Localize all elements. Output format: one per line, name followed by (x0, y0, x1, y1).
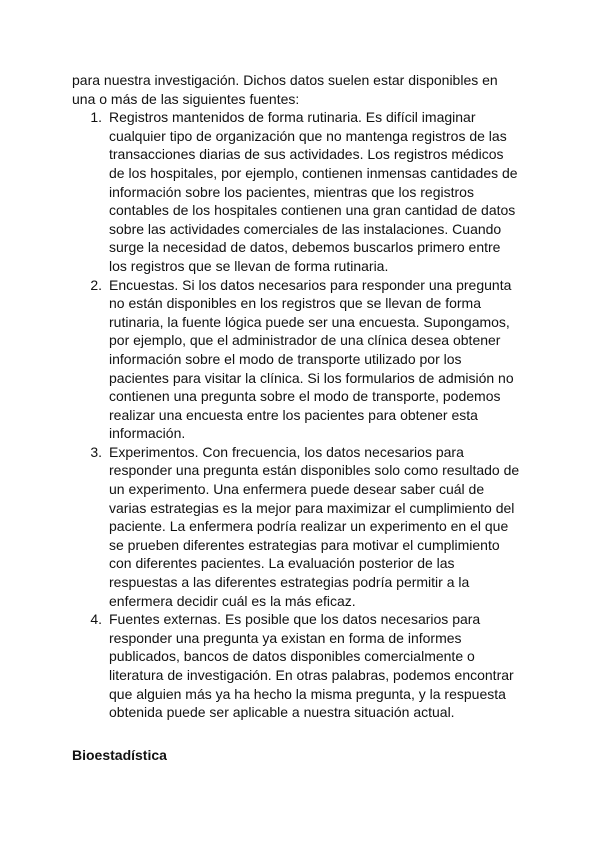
data-sources-list (72, 108, 520, 722)
list-item-text: Registros mantenidos de forma rutinaria. Es difícil imaginar cualquier tipo de organización que no mantenga registros de las transacciones diarias de sus actividades. Los registros médicos de los hospitales, por ejemplo, contienen inmensas cantidades de información sobre los pacientes, mientras que los registros contables de los hospitales contienen una gran cantidad de datos sobre las actividades comerciales de las instalaciones. Cuando surge la necesidad de datos, debemos buscarlos primero entre los registros que se llevan de forma rutinaria. (109, 109, 518, 274)
list-item-number: 3. (90, 443, 102, 460)
section-heading: Bioestadística (72, 746, 167, 763)
list-item-text: Encuestas. Si los datos necesarios para responder una pregunta no están disponibles en los registros que se llevan de forma rutinaria, la fuente lógica puede ser una encuesta. Supongamos, por ejemplo, que el administrador de una clínica desea obtener información sobre el modo de transporte utilizado por los pacientes para visitar la clínica. Si los formularios de admisión no contienen una pregunta sobre el modo de transporte, podemos realizar una encuesta entre los pacientes para obtener esta información. (109, 276, 514, 442)
list-item-text: Fuentes externas. Es posible que los datos necesarios para responder una pregunta ya existan en forma de informes publicados, bancos de datos disponibles comercialmente o literatura de investigación. En otras palabras, podemos encontrar que alguien más ya ha hecho la misma pregunta, y la respuesta obtenida puede ser aplicable a nuestra situación actual. (109, 611, 514, 721)
list-item-number: 1. (90, 109, 102, 126)
list-item-routine-records (72, 108, 520, 275)
list-item-text: Experimentos. Con frecuencia, los datos necesarios para responder una pregunta están disponibles solo como resultado de un experimento. Una enfermera puede desear saber cuál de varias estrategias es la mejor para maximizar el cumplimiento del paciente. La enfermera podría realizar un experimento en el que se prueben diferentes estrategias para motivar el cumplimiento con diferentes pacientes. La evaluación posterior de las respuestas a las diferentes estrategias podría permitir a la enfermera decidir cuál es la más eficaz. (109, 443, 520, 609)
list-item-number: 2. (90, 276, 102, 293)
list-item-experiments (72, 443, 520, 610)
intro-paragraph: para nuestra investigación. Dichos datos suelen estar disponibles en una o más de las siguientes fuentes: (72, 72, 498, 107)
list-item-surveys (72, 276, 520, 443)
list-item-number: 4. (90, 611, 102, 628)
list-item-external-sources (72, 610, 520, 722)
